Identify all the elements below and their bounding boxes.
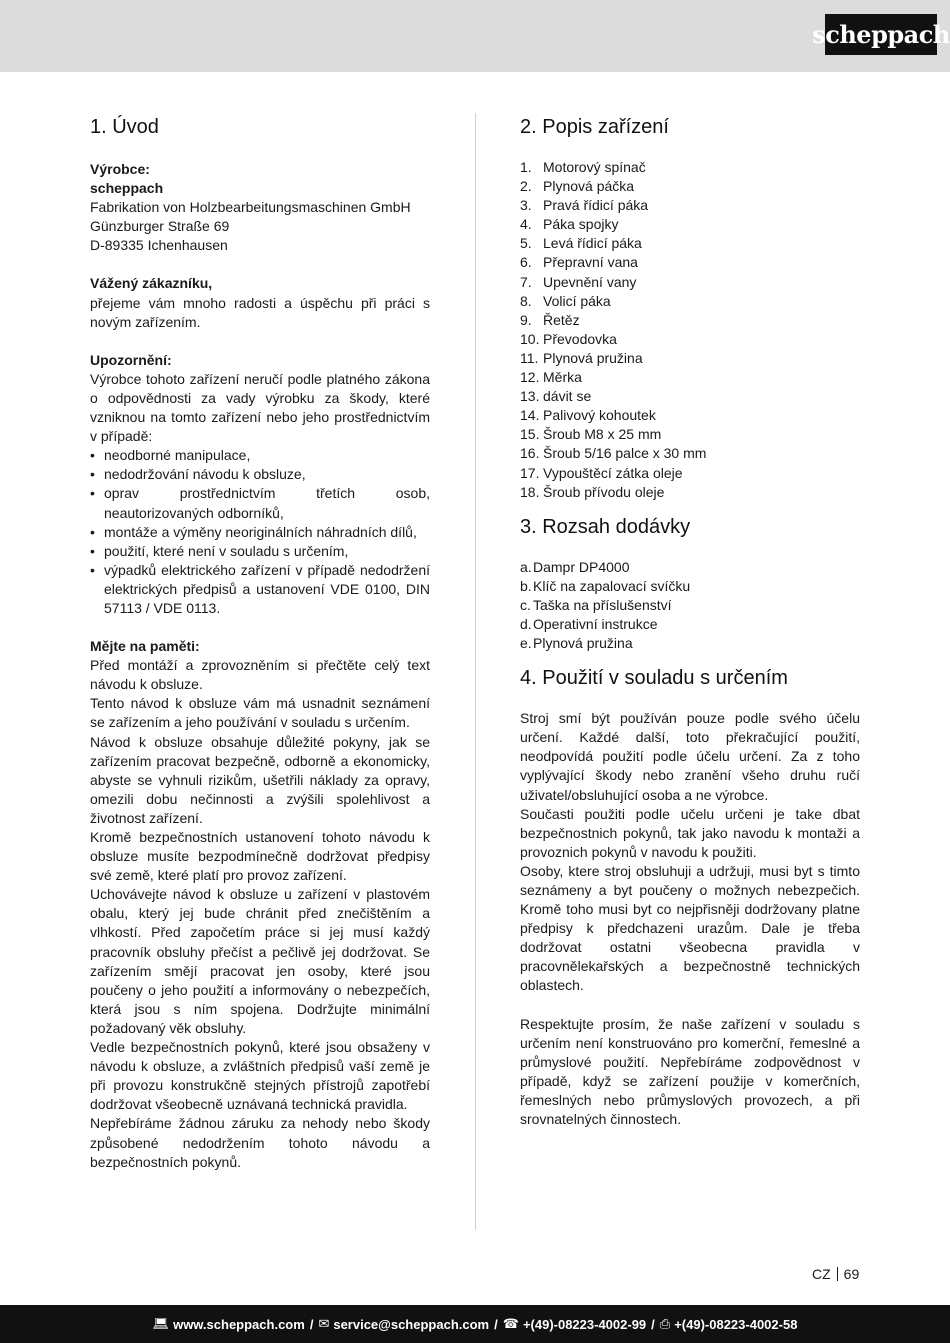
column-divider [475,113,476,1230]
item-letter: c. [520,596,531,613]
list-item [520,349,860,368]
remember-block [90,637,430,1172]
item-letter: e. [520,635,532,652]
use-block [520,709,860,995]
item-text: Páka spojky [543,216,619,233]
manufacturer-street: Günzburger Straße 69 [90,218,230,235]
paragraph: Osoby, ktere stroj obsluhuji a udržuji, musi byt s timto seznámeny a byt poučeny o možnych nebezpečich. Kromě toho musi byt co nejpřisněji dodržovany platne předpisy k předchazeni urazům. Dale je třeba dodržovat ostatni všeobecna pravidla v pracovnělekařských a bezpečnostně technických oblastech. [520,862,860,994]
footer-separator: / [651,1316,655,1332]
list-item [520,558,860,577]
list-item [520,387,860,406]
paragraph: Uchovávejte návod k obsluze u zařízení v plastovém obalu, který jej bude chránit před znečištěním a vlhkostí. Před započetím práce si jej musí každý pracovník obsluhy přečíst a pečlivě jej dodržovat. Se zařízením smějí pracovat jen osoby, které jsou poučeny o jeho použití a informovány o nebezpečích, která jsou s ním spojena. Dodržujte minimální požadovaný věk obsluhy. [90,886,430,1036]
list-item [520,273,860,292]
page-number [812,1266,859,1282]
item-number: 3. [520,197,532,214]
list-item [520,215,860,234]
section-1-title: 1. Úvod [90,116,159,138]
item-letter: a. [520,558,532,575]
computer-icon: 💻︎ [152,1316,170,1331]
item-number: 8. [520,292,532,309]
item-letter: b. [520,577,532,594]
item-number: 18. [520,483,540,500]
item-text: Přepravní vana [543,254,638,271]
section-4-title: 4. Použití v souladu s určením [520,667,788,690]
item-number: 15. [520,426,540,443]
paragraph: Současti použiti podle učelu určeni je take dbat bezpečnostnich pokynů, tak jako navodu k montaži a provoznich pokynů v navodu k použiti. [520,805,860,860]
item-number: 16. [520,445,540,462]
footer-bar [0,1305,950,1343]
paragraph: Kromě bezpečnostních ustanovení tohoto návodu k obsluze musíte bezpodmínečně dodržovat předpisy své země, které platí pro provoz zařízení. [90,829,430,884]
footer-fax: +(49)-08223-4002-58 [674,1316,798,1332]
notice-text: Výrobce tohoto zařízení neručí podle platného zákona o odpovědnosti za vady výrobku za škody, které vzniknou na tomto zařízení nebo jeho prostřednictvím v případě: [90,370,430,445]
item-number: 17. [520,464,540,481]
list-item [520,177,860,196]
item-number: 7. [520,273,532,290]
list-item: • neodborné manipulace, [90,446,430,465]
item-number: 9. [520,311,532,328]
item-text: Vypouštěcí zátka oleje [543,464,683,481]
list-item [520,158,860,177]
item-number: 1. [520,159,532,175]
list-item [520,368,860,387]
manufacturer-label: Výrobce: [90,161,150,177]
right-column [520,114,860,1129]
footer-email[interactable]: service@scheppach.com [333,1316,490,1332]
list-item [520,196,860,215]
remember-label: Mějte na paměti: [90,638,200,655]
section-2-title: 2. Popis zařízení [520,116,669,138]
use-note-block [520,1015,860,1130]
item-text: Plynová páčka [543,178,635,195]
list-item: • použití, které není v souladu s určením, [90,542,430,561]
parts-list [520,158,860,502]
paragraph: Stroj smí být používán pouze podle svého účelu určení. Každé další, toto překračující použití, neodpovídá použití podle účelu určení. Za z toho vyplývající škody nebo zranění všeho druhu ručí uživatel/obsluhující osoba a ne výrobce. [520,710,860,803]
list-item [520,311,860,330]
list-item: • montáže a výměny neoriginálních náhradních dílů, [90,523,430,542]
list-item [520,483,860,502]
item-text: Levá řídicí páka [543,235,642,252]
list-item [520,577,860,596]
item-text: Palivový kohoutek [543,407,656,424]
item-text: Šroub M8 x 25 mm [543,426,662,443]
mail-icon: ✉︎ [318,1316,330,1331]
item-number: 14. [520,407,540,424]
item-text: Operativní instrukce [533,615,658,632]
notice-label: Upozornění: [90,351,172,368]
item-number: 4. [520,216,532,233]
item-text: dávit se [543,388,592,405]
item-text: Klíč na zapalovací svíčku [533,577,691,594]
footer-phone: +(49)-08223-4002-99 [522,1316,647,1332]
item-text: Pravá řídicí páka [543,197,649,214]
list-item [520,596,860,615]
greeting-label: Vážený zákazníku, [90,275,213,292]
list-item: • výpadků elektrického zařízení v případě nedodržení elektrických předpisů a ustanovení VDE 0100, DIN 57113 / VDE 0113. [90,561,430,618]
footer-web[interactable]: www.scheppach.com [173,1316,305,1332]
phone-icon: ☎︎ [502,1316,519,1331]
item-text: Plynová pružina [543,349,643,366]
section-3-title: 3. Rozsah dodávky [520,515,691,538]
footer-separator: / [494,1316,498,1332]
list-item [520,330,860,349]
item-number: 12. [520,369,540,386]
list-item [520,444,860,463]
list-item [520,292,860,311]
list-item: • oprav prostřednictvím třetích osob, neautorizovaných odborníků, [90,484,430,522]
item-number: 13. [520,388,540,405]
notice-list [90,446,430,618]
item-number: 10. [520,330,540,347]
manufacturer-name: scheppach [90,180,164,197]
left-column [90,114,430,1172]
footer-separator: / [309,1316,314,1332]
item-number: 11. [520,349,539,366]
item-text: Šroub 5/16 palce x 30 mm [543,445,707,462]
item-text: Řetěz [543,311,580,328]
item-text: Taška na příslušenství [533,596,672,613]
page-number-value: 69 [843,1266,860,1282]
paragraph: Před montáží a zprovozněním si přečtěte celý text návodu k obsluze. [90,657,430,693]
brand-logo: scheppach [825,14,937,55]
item-text: Měrka [543,369,582,386]
list-item [520,234,860,253]
list-item [520,634,860,653]
list-item [520,253,860,272]
delivery-list [520,558,860,653]
notice-block [90,351,430,618]
page-separator [837,1267,838,1281]
manufacturer-company: Fabrikation von Holzbearbeitungsmaschinen GmbH [90,199,411,216]
item-number: 6. [520,254,532,271]
language-code: CZ [812,1266,831,1282]
item-text: Volicí páka [543,292,611,309]
item-number: 5. [520,235,532,252]
header-bar [0,0,950,72]
list-item [520,464,860,483]
paragraph: Respektujte prosím, že naše zařízení v souladu s určením není konstruováno pro komerční, řemeslné a průmyslové použití. Nepřebíráme zodpovědnost v případě, když se zařízení použije v komerčních, řemeslných nebo průmyslových provozech, a při srovnatelných činnostech. [520,1015,860,1128]
item-text: Plynová pružina [533,635,633,652]
manufacturer-city: D-89335 Ichenhausen [90,237,228,254]
paragraph: Vedle bezpečnostních pokynů, které jsou obsaženy v návodu k obsluze, a zvláštních předpisů vaší země je při provozu konstrukčně stejných přístrojů zapotřebí dodržovat všeobecně uznávaná technická pravidla. [90,1039,430,1113]
list-item [520,425,860,444]
item-text: Upevnění vany [543,273,637,290]
list-item [520,615,860,634]
greeting-text: přejeme vám mnoho radosti a úspěchu při práci s novým zařízením. [90,294,430,330]
item-number: 2. [520,178,532,195]
item-letter: d. [520,615,532,632]
paragraph: Nepřebíráme žádnou záruku za nehody nebo škody způsobené nedodržením tohoto návodu a bezpečnostních pokynů. [90,1115,430,1170]
item-text: Motorový spínač [543,159,646,175]
paragraph: Návod k obsluze obsahuje důležité pokyny, jak se zařízením pracovat bezpečně, odborně a ekonomicky, abyste se vyhnuli rizikům, ušetřili náklady za opravy, omezili dobu nečinnosti a zvýšili spolehlivost a životnost zařízení. [90,733,430,826]
greeting-block [90,274,430,331]
fax-icon: ⎙ [659,1316,671,1331]
manufacturer-block [90,160,430,255]
list-item [520,406,860,425]
paragraph: Tento návod k obsluze vám má usnadnit seznámení se zařízením a jeho používání v souladu s určením. [90,695,430,731]
item-text: Šroub přívodu oleje [543,483,665,500]
list-item: • nedodržování návodu k obsluze, [90,465,430,484]
item-text: Převodovka [543,330,617,347]
item-text: Dampr DP4000 [533,558,630,575]
